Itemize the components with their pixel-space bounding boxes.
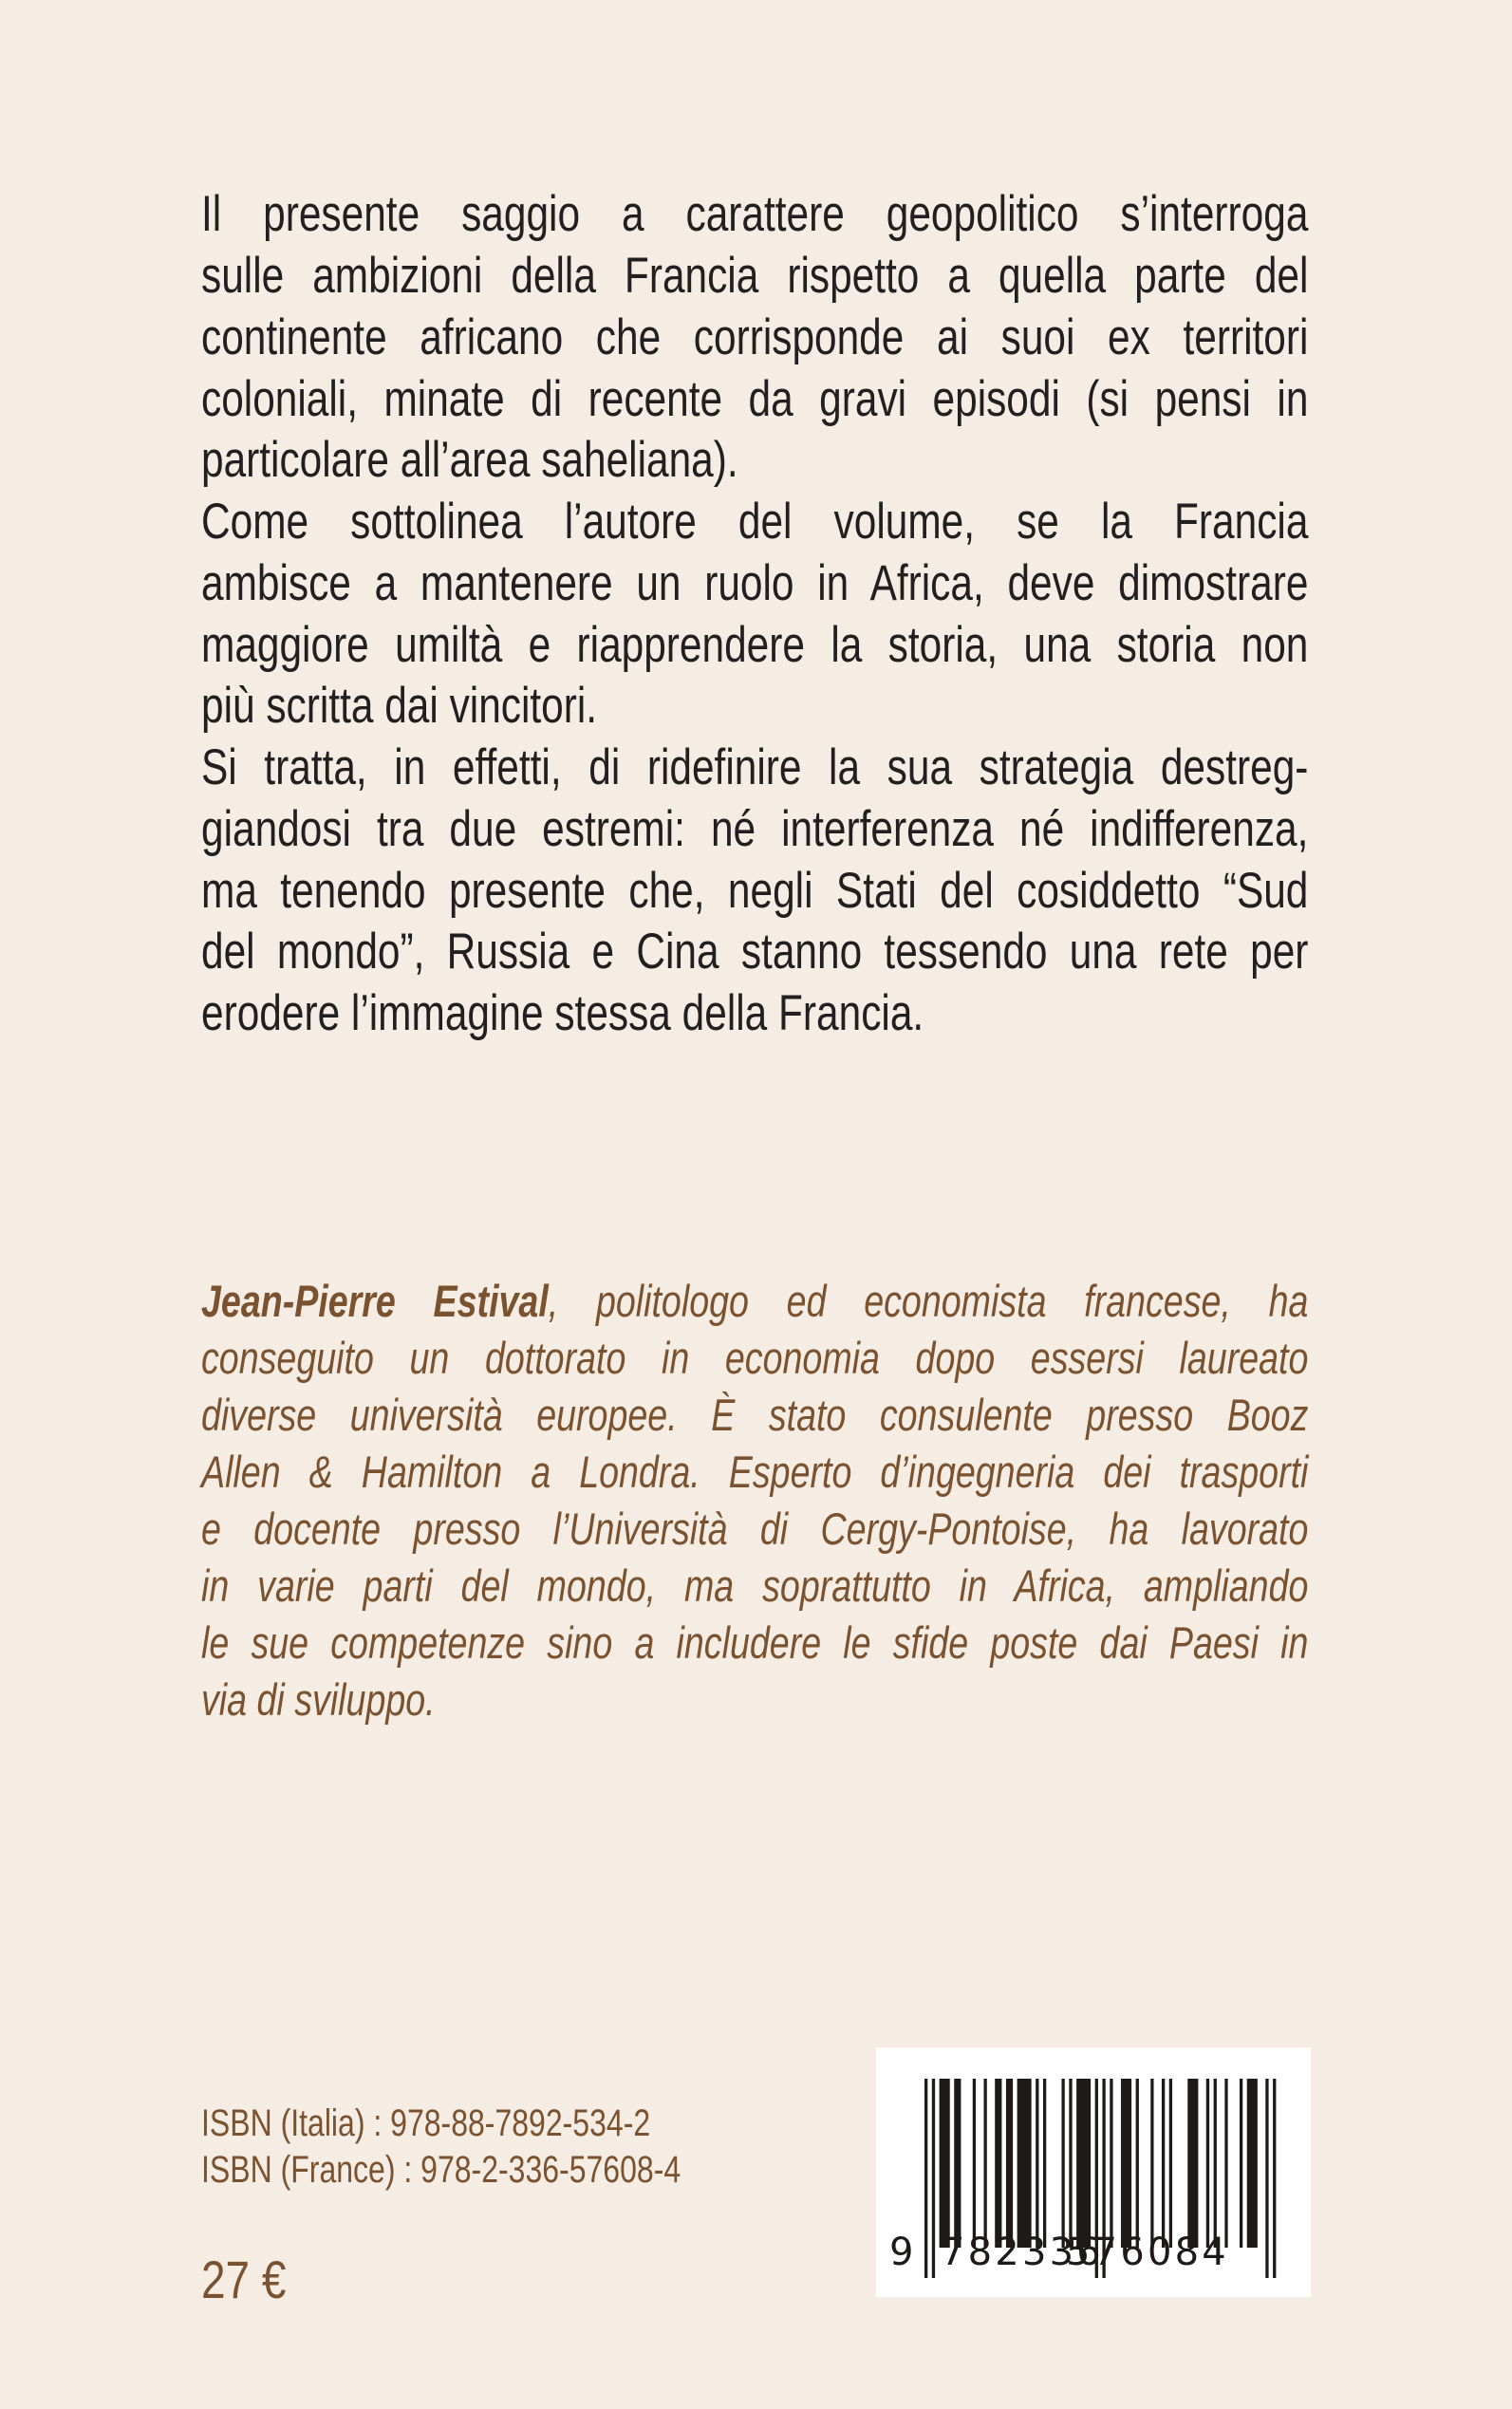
- blurb-line: continente africano che corrisponde ai suoi ex territori: [201, 309, 1309, 365]
- bio-line: in varie parti del mondo, ma soprattutto in Africa, ampliando: [201, 1560, 1309, 1611]
- blurb-line: particolare all’area saheliana).: [201, 432, 738, 488]
- barcode: [876, 2047, 1311, 2297]
- price: 27 €: [201, 2250, 287, 2309]
- bio-first-line-text: , politologo ed economista francese, ha: [548, 1276, 1309, 1326]
- blurb-line: Il presente saggio a carattere geopolitico s’interroga: [201, 186, 1309, 242]
- bio-line: e docente presso l’Università di Cergy-Pontoise, ha lavorato: [201, 1503, 1309, 1554]
- author-name: Jean-Pierre Estival: [201, 1276, 549, 1326]
- bio-line: via di sviluppo.: [201, 1674, 436, 1725]
- bio-line: le sue competenze sino a includere le sfide poste dai Paesi in: [201, 1617, 1309, 1668]
- bio-line: conseguito un dottorato in economia dopo essersi laureato: [201, 1333, 1309, 1383]
- bio-line: Allen & Hamilton a Londra. Esperto d’ingegneria dei trasporti: [201, 1447, 1309, 1497]
- blurb-line: giandosi tra due estremi: né interferenza né indifferenza,: [201, 801, 1309, 857]
- blurb-line: ma tenendo presente che, negli Stati del cosiddetto “Sud: [201, 863, 1309, 919]
- bio-line: [201, 1275, 1308, 1328]
- isbn-italia: ISBN (Italia) : 978-88-7892-534-2: [201, 2102, 651, 2144]
- blurb-line: ambisce a mantenere un ruolo in Africa, deve dimostrare: [201, 555, 1309, 611]
- svg-text:782336: 782336: [941, 2231, 1104, 2274]
- isbn-france: ISBN (France) : 978-2-336-57608-4: [201, 2149, 681, 2191]
- blurb-line: erodere l’immagine stessa della Francia.: [201, 985, 924, 1041]
- blurb-line: del mondo”, Russia e Cina stanno tessendo una rete per: [201, 924, 1309, 980]
- barcode-bars-icon: [876, 2047, 1311, 2297]
- blurb-line: maggiore umiltà e riapprendere la storia, una storia non: [201, 617, 1309, 673]
- svg-text:576084: 576084: [1066, 2231, 1229, 2274]
- blurb-line: coloniali, minate di recente da gravi episodi (si pensi in: [201, 371, 1309, 427]
- blurb-line: più scritta dai vincitori.: [201, 678, 598, 734]
- blurb-line: Si tratta, in effetti, di ridefinire la sua strategia destreg-: [201, 739, 1309, 795]
- svg-text:9: 9: [889, 2231, 914, 2274]
- blurb-line: sulle ambizioni della Francia rispetto a quella parte del: [201, 248, 1309, 304]
- blurb-line: Come sottolinea l’autore del volume, se la Francia: [201, 494, 1309, 550]
- bio-line: diverse università europee. È stato consulente presso Booz: [201, 1390, 1309, 1440]
